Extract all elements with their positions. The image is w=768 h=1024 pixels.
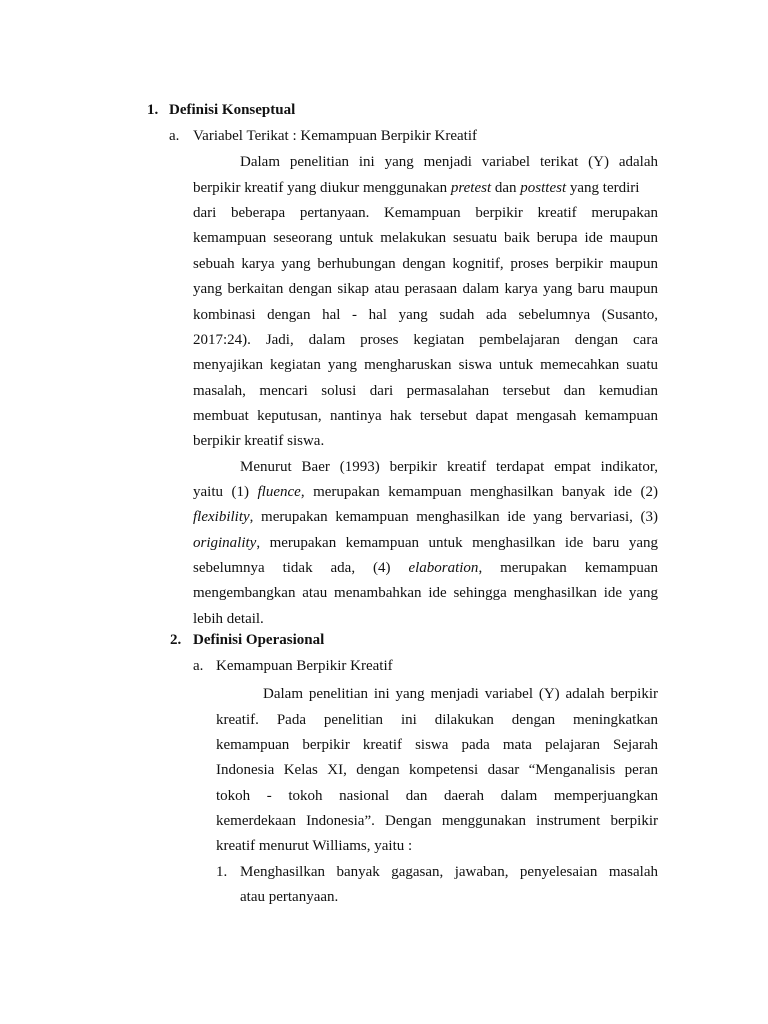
paragraph-line: kreatif. Pada penelitian ini dilakukan dengan meningkatkan: [216, 712, 658, 728]
paragraph-line: kombinasi dengan hal - hal yang sudah ada sebelumnya (Susanto,: [193, 307, 658, 323]
paragraph-line: sebelumnya tidak ada, (4) elaboration, merupakan kemampuan: [193, 560, 658, 576]
list-item-marker: 1.: [216, 864, 228, 880]
paragraph-line: flexibility, merupakan kemampuan menghasilkan ide yang bervariasi, (3): [193, 509, 658, 525]
paragraph-line: dari beberapa pertanyaan. Kemampuan berpikir kreatif merupakan: [193, 205, 658, 221]
paragraph-line: menyajikan kegiatan yang mengharuskan siswa untuk memecahkan suatu: [193, 357, 658, 373]
paragraph-line: yaitu (1) fluence, merupakan kemampuan menghasilkan banyak ide (2): [193, 484, 658, 500]
paragraph-line: Indonesia Kelas XI, dengan kompetensi dasar “Menganalisis peran: [216, 762, 658, 778]
subsection-2a-title: Kemampuan Berpikir Kreatif: [216, 658, 393, 674]
paragraph-line: membuat keputusan, nantinya hak tersebut dapat mengasah kemampuan: [193, 408, 658, 424]
paragraph-line: yang berkaitan dengan sikap atau perasaan dalam karya yang baru maupun: [193, 281, 658, 297]
list-item-line: atau pertanyaan.: [240, 889, 339, 905]
subsection-2a-marker: a.: [193, 658, 204, 674]
paragraph-line: lebih detail.: [193, 611, 264, 627]
paragraph-line: berpikir kreatif yang diukur menggunakan pretest dan posttest yang terdiri: [193, 180, 640, 196]
paragraph-line: tokoh - tokoh nasional dan daerah dalam memperjuangkan: [216, 788, 658, 804]
paragraph-line: berpikir kreatif siswa.: [193, 433, 325, 449]
list-item-line: Menghasilkan banyak gagasan, jawaban, penyelesaian masalah: [240, 864, 658, 880]
paragraph-line: kemampuan berpikir kreatif siswa pada mata pelajaran Sejarah: [216, 737, 658, 753]
paragraph-line: originality, merupakan kemampuan untuk menghasilkan ide baru yang: [193, 535, 658, 551]
paragraph-line: 2017:24). Jadi, dalam proses kegiatan pembelajaran dengan cara: [193, 332, 658, 348]
paragraph-line: sebuah karya yang berhubungan dengan kognitif, proses berpikir maupun: [193, 256, 658, 272]
paragraph-line: kreatif menurut Williams, yaitu :: [216, 838, 413, 854]
paragraph-line: kemerdekaan Indonesia”. Dengan menggunakan instrument berpikir: [216, 813, 658, 829]
paragraph-line: masalah, mencari solusi dari permasalahan tersebut dan kemudian: [193, 383, 658, 399]
paragraph-line: Dalam penelitian ini yang menjadi variabel (Y) adalah berpikir: [263, 686, 658, 702]
section-1-title: Definisi Konseptual: [169, 102, 296, 118]
paragraph-line: kemampuan seseorang untuk melakukan sesuatu baik berupa ide maupun: [193, 230, 658, 246]
paragraph-line: Dalam penelitian ini yang menjadi variabel terikat (Y) adalah: [240, 154, 658, 170]
paragraph-line: Menurut Baer (1993) berpikir kreatif terdapat empat indikator,: [240, 459, 658, 475]
subsection-1a-title: Variabel Terikat : Kemampuan Berpikir Kreatif: [193, 128, 477, 144]
paragraph-line: mengembangkan atau menambahkan ide sehingga menghasilkan ide yang: [193, 585, 658, 601]
section-2-title: Definisi Operasional: [193, 632, 325, 648]
section-1-number: 1.: [147, 102, 159, 118]
subsection-1a-marker: a.: [169, 128, 180, 144]
section-2-number: 2.: [170, 632, 182, 648]
